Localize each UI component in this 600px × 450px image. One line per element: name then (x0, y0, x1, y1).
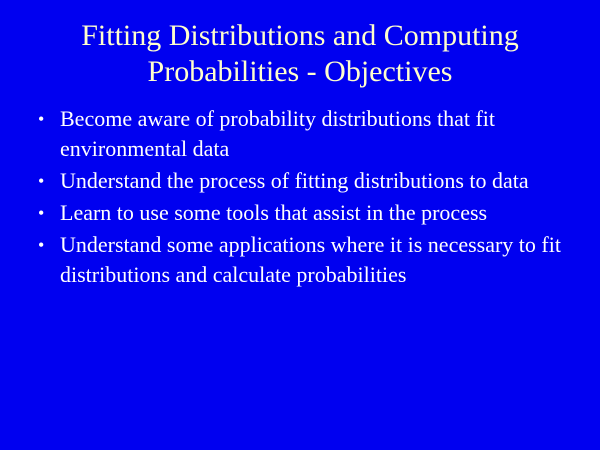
list-item-label: Become aware of probability distributions that fit environmental data (60, 106, 496, 161)
list-item (38, 104, 576, 164)
bullet-marker-icon: • (38, 171, 45, 191)
list-item (38, 166, 576, 196)
bullet-marker-icon: • (38, 235, 45, 255)
list-item-label: Understand the process of fitting distributions to data (60, 168, 529, 193)
bullet-list (0, 104, 600, 290)
list-item (38, 230, 576, 290)
list-item (38, 198, 576, 228)
page-title: Fitting Distributions and Computing Probabilities - Objectives (81, 19, 519, 88)
list-item-label: Learn to use some tools that assist in the process (60, 200, 488, 225)
list-item-label: Understand some applications where it is necessary to fit distributions and calculate probabilities (60, 232, 561, 287)
bullet-marker-icon: • (38, 203, 45, 223)
bullet-marker-icon: • (38, 109, 45, 129)
